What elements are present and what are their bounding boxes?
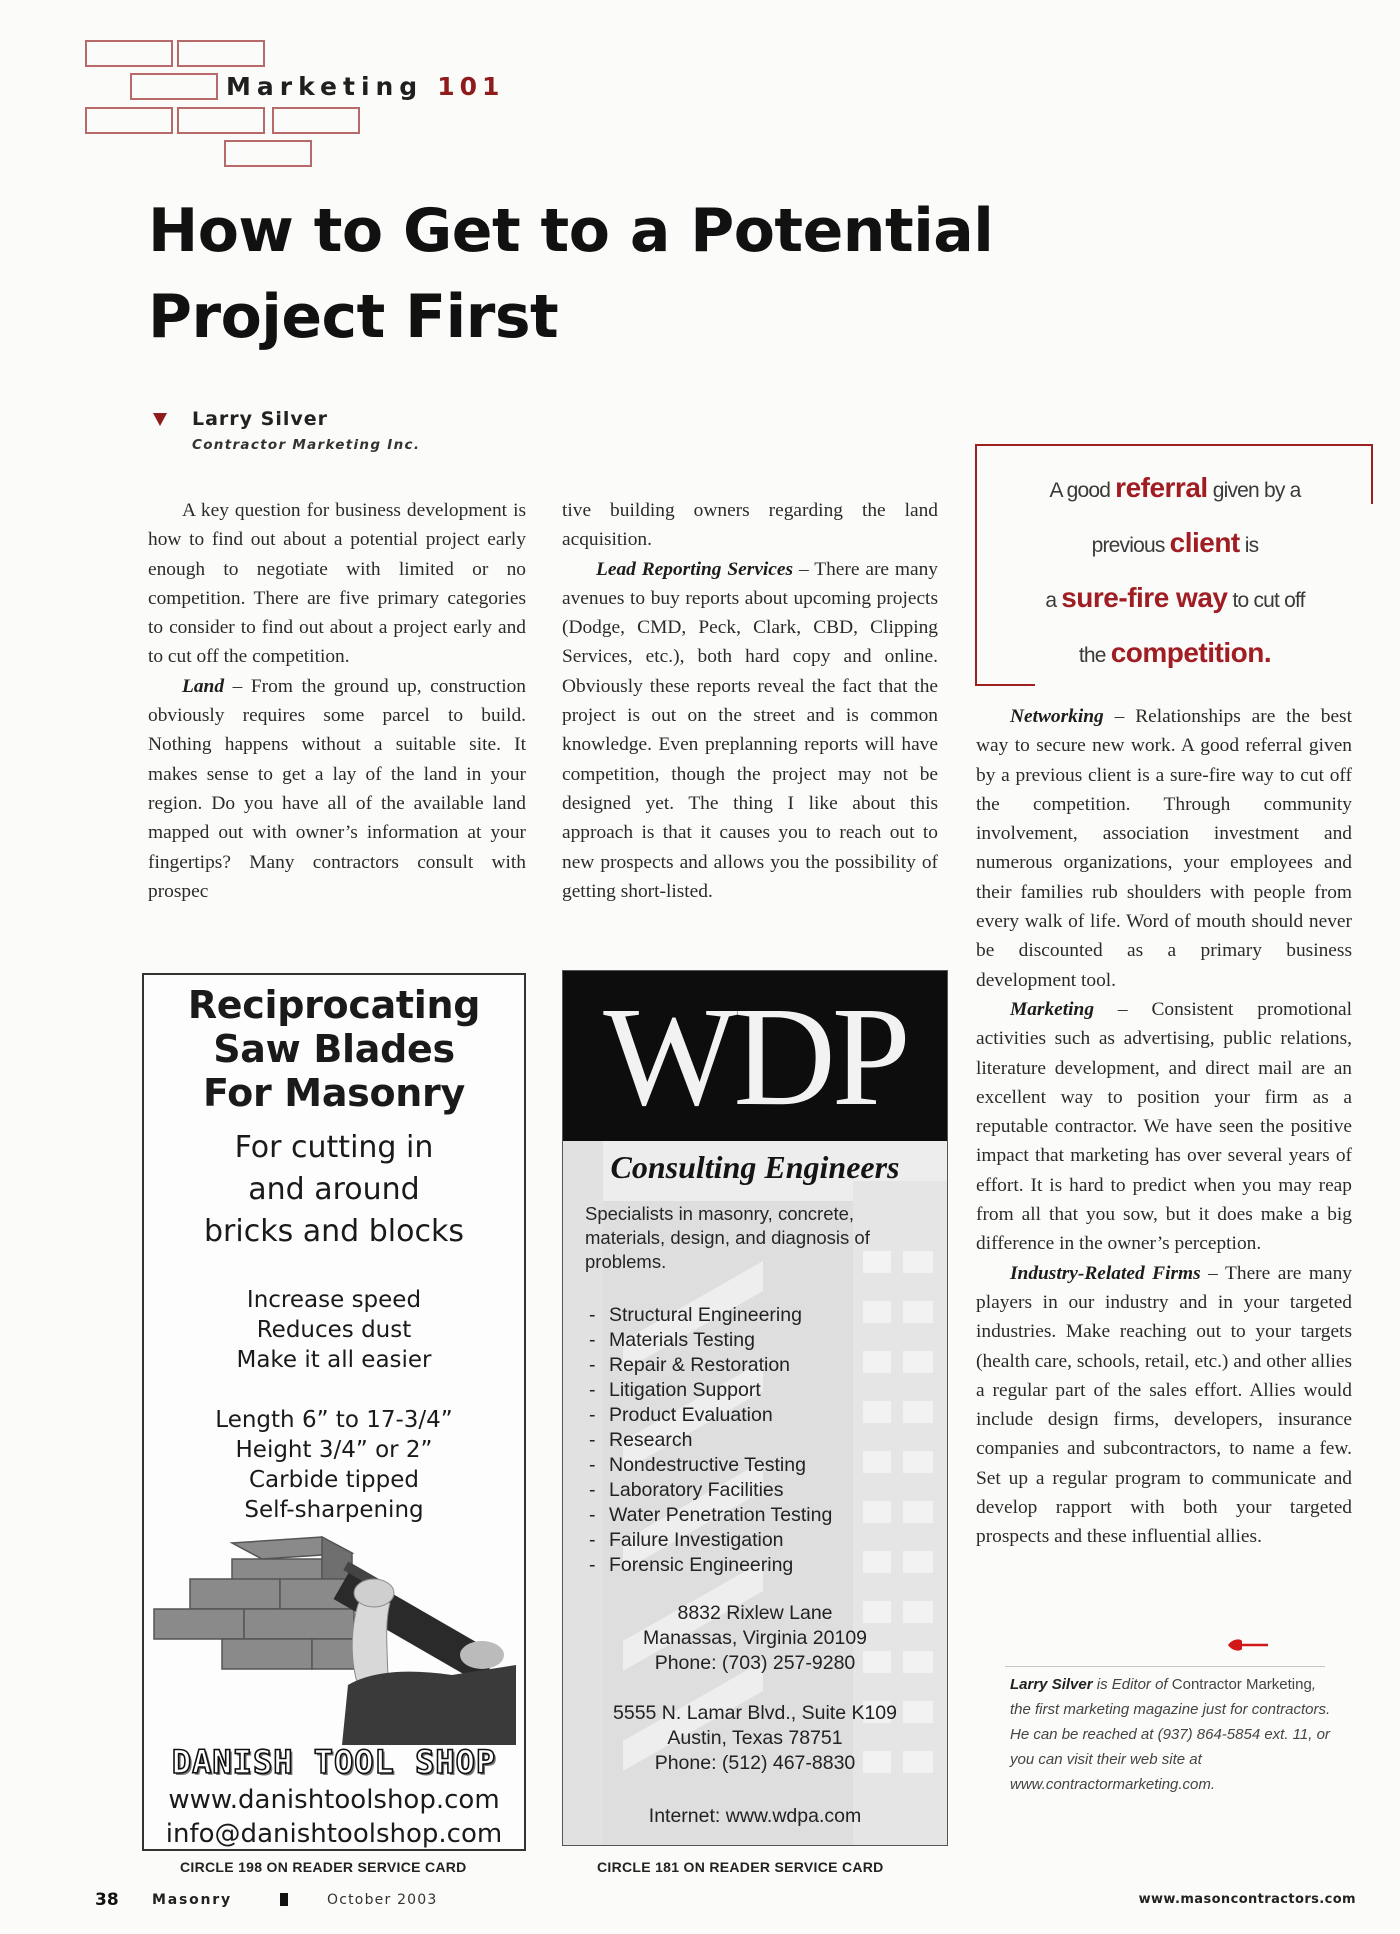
title-line-2: Project First (148, 282, 559, 352)
address-line: 5555 N. Lamar Blvd., Suite K109 (613, 1702, 897, 1724)
pq-highlight: client (1169, 527, 1240, 558)
author-name: Larry Silver (192, 408, 329, 430)
brick-decoration (177, 40, 265, 67)
bio-publication: Contractor Marketing (1171, 1676, 1312, 1693)
pull-quote-border (975, 444, 1371, 446)
bio-name: Larry Silver (1010, 1676, 1093, 1693)
paragraph-text: – From the ground up, construction obviously requires some parcel to build. Nothing happens without a suitable site. It makes sense to get a lay of the land in your region. Do you have all of the available land mapped out with owner’s information at your fingertips? Many contractors consult with prospec (148, 675, 526, 902)
bio-text: , the first marketing magazine just for contractors. He can be reached at (937) 864-5854 ext. 11, or you can visit their web site at www.contractormarketing.com. (1010, 1676, 1331, 1793)
office-address-virginia (563, 1601, 947, 1676)
ad-features (144, 1285, 524, 1375)
page-number: 38 (95, 1890, 119, 1910)
ad-spec: Length 6” to 17-3/4” (215, 1407, 453, 1433)
triangle-down-icon (153, 413, 167, 426)
ad-subhead-line: bricks and blocks (204, 1214, 464, 1249)
service-item: - Product Evaluation (589, 1403, 832, 1428)
paragraph-lead-reporting (562, 555, 938, 907)
pq-text: the (1078, 644, 1111, 667)
service-item: - Water Penetration Testing (589, 1503, 832, 1528)
pull-quote-text (985, 462, 1365, 682)
ad-specs (144, 1405, 524, 1525)
paragraph-lead: Networking (1010, 706, 1104, 727)
service-item: - Nondestructive Testing (589, 1453, 832, 1478)
paragraph-lead: Land (182, 675, 225, 697)
ad-headline-line: Saw Blades (213, 1027, 455, 1071)
paragraph-text: – There are many avenues to buy reports about upcoming projects (Dodge, CMD, Peck, Clark, CBD, Clipping Services, etc.), both hard copy and online. Obviously these reports reveal the fact that the project is out on the street and is common knowledge. Even preplanning reports will have competition, though the project may not be designed yet. The thing I like about this approach is that it causes you to reach out to new prospects and allows you the possibility of getting short-listed. (562, 558, 938, 902)
ad-subhead (144, 1127, 524, 1253)
paragraph-lead: Industry-Related Firms (1010, 1262, 1201, 1284)
service-item: - Laboratory Facilities (589, 1478, 832, 1503)
section-label (226, 72, 504, 101)
bio-text: is Editor of (1092, 1676, 1172, 1693)
address-line: Manassas, Virginia 20109 (642, 1627, 868, 1649)
bio-divider (1005, 1666, 1325, 1667)
advertisement-danish-tool-shop[interactable] (142, 973, 526, 1851)
pq-highlight: sure-fire way (1061, 582, 1228, 613)
ad-subhead-line: and around (248, 1172, 420, 1207)
pull-quote-border (1371, 444, 1373, 504)
office-address-texas (563, 1701, 947, 1776)
service-item: - Research (589, 1428, 832, 1453)
paragraph-lead: Marketing (1010, 998, 1095, 1020)
service-item: - Forensic Engineering (589, 1553, 832, 1578)
pq-text: a (1045, 589, 1062, 612)
pq-text: is (1239, 534, 1259, 557)
pull-quote-border (975, 684, 1035, 686)
paragraph-intro: A key question for business development is how to find out about a potential project early enough to negotiate with limited or no competition. There are five primary categories to consider to find out about a project early and to cut off the competition. (148, 500, 526, 668)
paragraph-text: – Consistent promotional activities such as advertising, public relations, literature development, and direct mail are an excellent way to position your firm as a reputable contractor. We have seen the positive impact that marketing has over several years of effort. It is hard to predict when you may reap from all that you sow, but it does make a big difference in the owner’s perception. (976, 998, 1352, 1255)
phone-number: Phone: (703) 257-9280 (654, 1652, 856, 1674)
ad-spec: Height 3/4” or 2” (235, 1437, 433, 1463)
ad-tagline: Consulting Engineers (610, 1149, 900, 1185)
section-label-text: Marketing (226, 72, 424, 101)
ad-subhead-line: For cutting in (234, 1130, 434, 1165)
article-column-1 (148, 496, 526, 906)
phone-number: Phone: (512) 467-8830 (654, 1752, 856, 1774)
paragraph-land-continued: tive building owners regarding the land acquisition. (562, 500, 938, 551)
wdp-logo: WDP (563, 971, 947, 1141)
paragraph-industry (976, 1259, 1352, 1552)
pq-text: previous (1091, 534, 1170, 557)
brick-decoration (272, 107, 360, 134)
pq-text: A good (1049, 479, 1116, 502)
pq-text: to cut off (1227, 589, 1305, 612)
brick-decoration (85, 107, 173, 134)
ad-description: Specialists in masonry, concrete, materials, design, and diagnosis of problems. (585, 1203, 870, 1272)
brick-decoration (85, 40, 173, 67)
issue-date: October 2003 (327, 1892, 438, 1908)
ad-contact (144, 1783, 524, 1851)
section-number: 101 (437, 72, 505, 101)
pull-quote-border (975, 444, 977, 686)
ad-headline-line: For Masonry (203, 1071, 465, 1115)
saw-cutting-bricks-photo (152, 1535, 516, 1745)
ad-website-link[interactable]: www.danishtoolshop.com (168, 1785, 500, 1815)
service-item: - Structural Engineering (589, 1303, 832, 1328)
author-bio (1010, 1672, 1340, 1797)
paragraph-lead: Lead Reporting Services (596, 558, 794, 580)
paragraph-text: – There are many players in our industry and in your targeted industries. Make reaching out to your targets (health care, schools, retail, etc.) and other allies a regular part of the sales effort. Allies would include design firms, developers, insurance companies and subcontractors, to name a few. Set up a regular program to communicate and develop rapport with both your targeted prospects and these influential allies. (976, 1262, 1352, 1548)
website-url[interactable]: www.masoncontractors.com (1138, 1892, 1356, 1907)
brick-decoration (130, 73, 218, 100)
address-line: Austin, Texas 78751 (667, 1727, 843, 1749)
arrow-left-icon (1228, 1638, 1270, 1652)
brick-decoration (224, 140, 312, 167)
service-item: - Materials Testing (589, 1328, 832, 1353)
service-item: - Repair & Restoration (589, 1353, 832, 1378)
paragraph-networking (976, 702, 1352, 995)
reader-service-note: CIRCLE 181 ON READER SERVICE CARD (597, 1859, 884, 1875)
ad-feature: Reduces dust (256, 1317, 412, 1343)
ad-brand-name: DANISH TOOL SHOP (171, 1743, 497, 1781)
pull-quote (975, 444, 1373, 686)
ad-headline-line: Reciprocating (187, 983, 481, 1027)
article-column-3 (976, 702, 1352, 1552)
author-organization: Contractor Marketing Inc. (192, 437, 421, 453)
address-line: 8832 Rixlew Lane (677, 1602, 833, 1624)
brick-decoration (177, 107, 265, 134)
paragraph-land (148, 672, 526, 906)
square-bullet-icon (280, 1893, 288, 1906)
pq-highlight: referral (1115, 472, 1208, 503)
ad-feature: Increase speed (246, 1287, 422, 1313)
ad-email-link[interactable]: info@danishtoolshop.com (165, 1819, 503, 1849)
publication-name: Masonry (152, 1892, 232, 1908)
article-title (148, 188, 1208, 360)
article-column-2-content (562, 496, 938, 906)
service-item: - Litigation Support (589, 1378, 832, 1403)
ad-spec: Self-sharpening (244, 1497, 424, 1523)
ad-headline (144, 983, 524, 1115)
title-line-1: How to Get to a Potential (148, 196, 994, 266)
paragraph-text: – Relationships are the best way to secure new work. A good referral given by a previous client is a sure-fire way to cut off the competition. Through community involvement, association investment and numerous organizations, your employees and their families rub shoulders with people from every walk of life. Word of mouth should never be discounted as a primary business development tool. (976, 706, 1352, 991)
reader-service-note: CIRCLE 198 ON READER SERVICE CARD (180, 1859, 467, 1875)
ad-feature: Make it all easier (236, 1347, 432, 1373)
pq-highlight: competition. (1110, 637, 1272, 668)
service-item: - Failure Investigation (589, 1528, 832, 1553)
ad-spec: Carbide tipped (248, 1467, 420, 1493)
pq-text: given by a (1207, 479, 1301, 502)
ad-website-link[interactable]: Internet: www.wdpa.com (648, 1805, 862, 1827)
paragraph-marketing (976, 995, 1352, 1259)
advertisement-wdp[interactable] (562, 970, 948, 1846)
services-list (589, 1303, 832, 1578)
